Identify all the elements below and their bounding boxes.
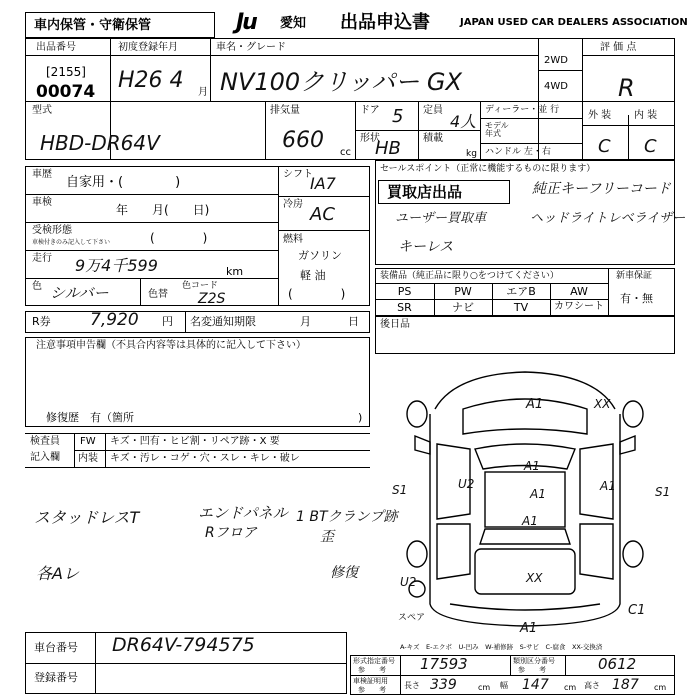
row-divider: [25, 250, 278, 251]
equip-navi: ナビ: [452, 301, 474, 314]
ju-logo: Ju: [236, 10, 256, 35]
col-divider: [628, 115, 629, 160]
storage-note-box: [25, 12, 215, 38]
equip-leather: カワシート: [554, 301, 604, 312]
sales-item-4: キーレス: [398, 239, 454, 255]
col-divider: [105, 433, 106, 467]
kg-unit: kg: [466, 149, 477, 159]
ac-label: 冷房: [283, 199, 303, 210]
lot-number: 00074: [36, 82, 96, 102]
mark-a1-rear: A1: [522, 514, 538, 528]
drive-divider: [538, 70, 582, 71]
row-divider: [25, 101, 675, 102]
height-label: 高さ: [584, 681, 600, 690]
diagram-legend: A-キズ E-エクボ U-凹み W-補修跡 S-サビ C-腐食 XX-交換済: [400, 643, 603, 651]
doors-label: ドア: [360, 105, 380, 116]
class-value: 0612: [598, 655, 637, 673]
dealer-label: ディーラー・並 行: [485, 105, 560, 115]
inspector-bottom: [25, 467, 370, 468]
buy-store: 買取店出品: [387, 183, 463, 201]
fuel-label: 燃料: [283, 234, 303, 245]
color-value: シルバー: [50, 284, 109, 302]
height-unit: cm: [654, 683, 667, 692]
col-divider: [510, 655, 511, 675]
mark-c1: C1: [628, 603, 646, 618]
form-title: 出品申込書: [340, 12, 430, 33]
extint-divider: [582, 125, 675, 126]
mark-s1-right: S1: [655, 485, 671, 499]
mark-xx-rear: XX: [526, 571, 543, 585]
color-label: 色: [32, 281, 42, 292]
col-divider: [538, 38, 539, 160]
score-label: 評 価 点: [600, 42, 637, 53]
class-label: 類別区分番号: [513, 657, 555, 665]
col-divider: [480, 101, 481, 160]
mark-xx-front: XX: [594, 397, 611, 411]
storage-note: 車内保管・守衛保管: [34, 18, 152, 33]
shift-value: IA7: [310, 174, 336, 193]
lot-divider: [25, 55, 110, 56]
mark-s1-left: S1: [392, 483, 408, 497]
equip-ps: PS: [397, 285, 412, 298]
score-value: R: [618, 74, 635, 102]
width-value: 147: [522, 677, 549, 693]
inspector-note-6: 各Aレ: [36, 564, 79, 583]
model-value: NV100クリッパー GX: [220, 68, 462, 96]
col-divider: [95, 632, 96, 694]
col-divider: [140, 278, 141, 306]
first-reg-value: H26 4: [118, 68, 184, 93]
sales-label: セールスポイント（正常に機能するものに限ります）: [380, 164, 596, 174]
load-label: 積載: [423, 133, 443, 144]
fuel-gas: ガソリン: [298, 249, 342, 262]
cert-divider: [350, 675, 675, 676]
mark-a1-front: A1: [526, 397, 544, 412]
model-cert-value: 17593: [420, 655, 468, 673]
inspector-note-3: Rフロア: [205, 525, 257, 541]
model-label: 車名・グレード: [216, 42, 286, 53]
chassis-label: 車台番号: [34, 641, 78, 654]
remarks-label: 後日品: [380, 319, 410, 330]
width-unit: cm: [564, 683, 577, 692]
mileage-value: 9万4千599: [75, 256, 158, 275]
buy-store-box: [378, 180, 510, 204]
inspector-note-4: 1 BTクランプ跡: [296, 509, 398, 525]
col-divider: [565, 655, 566, 675]
ac-value: AC: [310, 204, 335, 225]
length-unit: cm: [478, 683, 491, 692]
fuel-paren: ( ): [288, 287, 346, 301]
repair-close: ): [358, 411, 363, 424]
sales-item-1: 純正キーフリーコード: [532, 181, 671, 197]
warranty-label: 新車保証: [616, 271, 653, 281]
model-year-label: モデル 年式: [485, 121, 509, 139]
remarks-box: [375, 316, 675, 354]
col-divider: [608, 268, 609, 316]
model-cert-label: 形式指定番号: [353, 657, 395, 665]
association-name: JAPAN USED CAR DEALERS ASSOCIATION: [460, 17, 688, 28]
equip-aw: AW: [570, 285, 588, 298]
col-divider: [185, 311, 186, 333]
name-change-day: 日: [348, 315, 359, 328]
col-divider: [265, 101, 266, 160]
name-change-month: 月: [300, 315, 311, 328]
cc-unit: cc: [340, 147, 351, 158]
inspector-mid: [74, 450, 370, 451]
lot-sub: [2155]: [46, 65, 86, 79]
org-name: 愛知: [280, 16, 307, 31]
sales-item-2: ユーザー買取車: [395, 211, 487, 226]
displacement-label: 排気量: [270, 105, 300, 116]
row-divider: [25, 194, 278, 195]
mark-u2-left: U2: [458, 477, 475, 491]
int-value: C: [644, 136, 657, 157]
col-divider: [210, 38, 211, 101]
ext-value: C: [598, 136, 611, 157]
int-items: キズ・汚レ・コゲ・穴・スレ・キレ・破レ: [110, 453, 300, 464]
displacement-value: 660: [282, 128, 324, 153]
inspector-top: [25, 433, 370, 434]
receipt-label: 受検形態: [32, 225, 72, 236]
inspector-note-7: 修復: [330, 565, 358, 581]
inspector-note-2: エンドパネル: [198, 504, 288, 522]
chassis-value: DR64V-794575: [112, 634, 255, 656]
recycle-label: R券: [32, 315, 51, 328]
row-divider: [278, 196, 370, 197]
reg-label: 登録番号: [34, 671, 78, 684]
dealer-divider: [480, 118, 582, 119]
mark-a1-roof: A1: [524, 459, 540, 473]
notice-label: 注意事項申告欄（不具合内容等は具体的に記入して下さい）: [36, 340, 306, 351]
mileage-label: 走行: [32, 253, 52, 264]
shape-value: HB: [375, 138, 401, 159]
score-divider: [582, 55, 675, 56]
lot-label: 出品番号: [36, 42, 76, 53]
color-code-value: Z2S: [198, 291, 226, 307]
shift-label: シフト: [283, 169, 313, 180]
equip-pw: PW: [454, 285, 472, 298]
equip-airbag: エアB: [506, 285, 536, 298]
col-divider: [400, 655, 401, 695]
first-reg-label: 初度登録年月: [118, 42, 178, 53]
mark-u2-rear: U2: [400, 575, 417, 589]
width-label: 幅: [500, 681, 508, 690]
int-label-inspector: 内装: [78, 453, 98, 464]
sales-item-3: ヘッドライトレベライザー: [530, 211, 686, 226]
class-sub: 参 考: [518, 666, 546, 674]
row-divider: [25, 222, 278, 223]
int-label: 内 装: [634, 110, 658, 121]
equip-tv: TV: [513, 301, 529, 314]
equip-sr: SR: [397, 301, 412, 314]
name-change-label: 名変通知期限: [190, 315, 256, 328]
length-value: 339: [430, 677, 457, 693]
inspector-label2: 記入欄: [30, 452, 60, 463]
mark-a1-bottom: A1: [520, 621, 538, 636]
color-code-label: 色コード: [182, 281, 219, 291]
receipt-paren: ( ): [150, 231, 208, 245]
inspector-note-5: 歪: [320, 529, 334, 545]
recycle-value: 7,920: [90, 310, 139, 330]
equipment-label: 装備品（純正品に限り○をつけてください）: [380, 271, 559, 281]
car-history-value: 自家用・( ): [66, 175, 181, 190]
capacity-value: 4人: [450, 112, 477, 131]
inspection-label: 車検: [32, 197, 52, 208]
row-divider: [278, 230, 370, 231]
fw-items: キズ・凹有・ヒビ割・リペア跡・X 要: [110, 436, 280, 447]
type-value: HBD-DR64V: [40, 131, 160, 155]
height-value: 187: [612, 677, 639, 693]
modelyear-divider: [480, 143, 582, 144]
km-unit: km: [226, 265, 244, 278]
mark-a1-center: A1: [530, 487, 546, 501]
month-unit: 月: [198, 87, 208, 98]
chassis-divider: [25, 663, 347, 664]
row-divider: [25, 278, 278, 279]
col-divider: [582, 38, 583, 160]
car-history-label: 車歴: [32, 169, 52, 180]
inspector-label1: 検査員: [30, 436, 60, 447]
yen-unit: 円: [162, 315, 173, 328]
doors-value: 5: [392, 106, 404, 127]
size-label: 車検証明用: [353, 677, 388, 685]
col-divider: [74, 433, 75, 467]
spare-label: スペア: [398, 613, 426, 623]
inspector-note-1: スタッドレスT: [34, 508, 140, 527]
model-cert-sub: 参 考: [358, 666, 386, 674]
fuel-diesel: 軽 油: [300, 269, 326, 282]
size-sub: 参 考: [358, 686, 386, 694]
fw-label: FW: [80, 436, 96, 447]
col-divider: [278, 166, 279, 306]
mark-a1-right: A1: [600, 479, 616, 493]
receipt-sub: 車検付きのみ記入して下さい: [32, 239, 111, 246]
warranty-value: 有・無: [620, 292, 653, 305]
inspection-value: 年 月( 日): [116, 203, 210, 217]
drive-4wd: 4WD: [544, 81, 568, 92]
capacity-label: 定員: [423, 105, 443, 116]
length-label: 長さ: [404, 681, 420, 690]
ext-label: 外 装: [588, 110, 612, 121]
type-label: 型式: [32, 105, 52, 116]
shape-label: 形状: [360, 133, 380, 144]
row1-header-divider: [110, 55, 538, 56]
drive-2wd: 2WD: [544, 55, 568, 66]
color-swap-label: 色替: [148, 289, 168, 300]
repair-label: 修復歴 有（箇所: [46, 411, 134, 424]
handle-label: ハンドル 左・右: [485, 147, 551, 157]
